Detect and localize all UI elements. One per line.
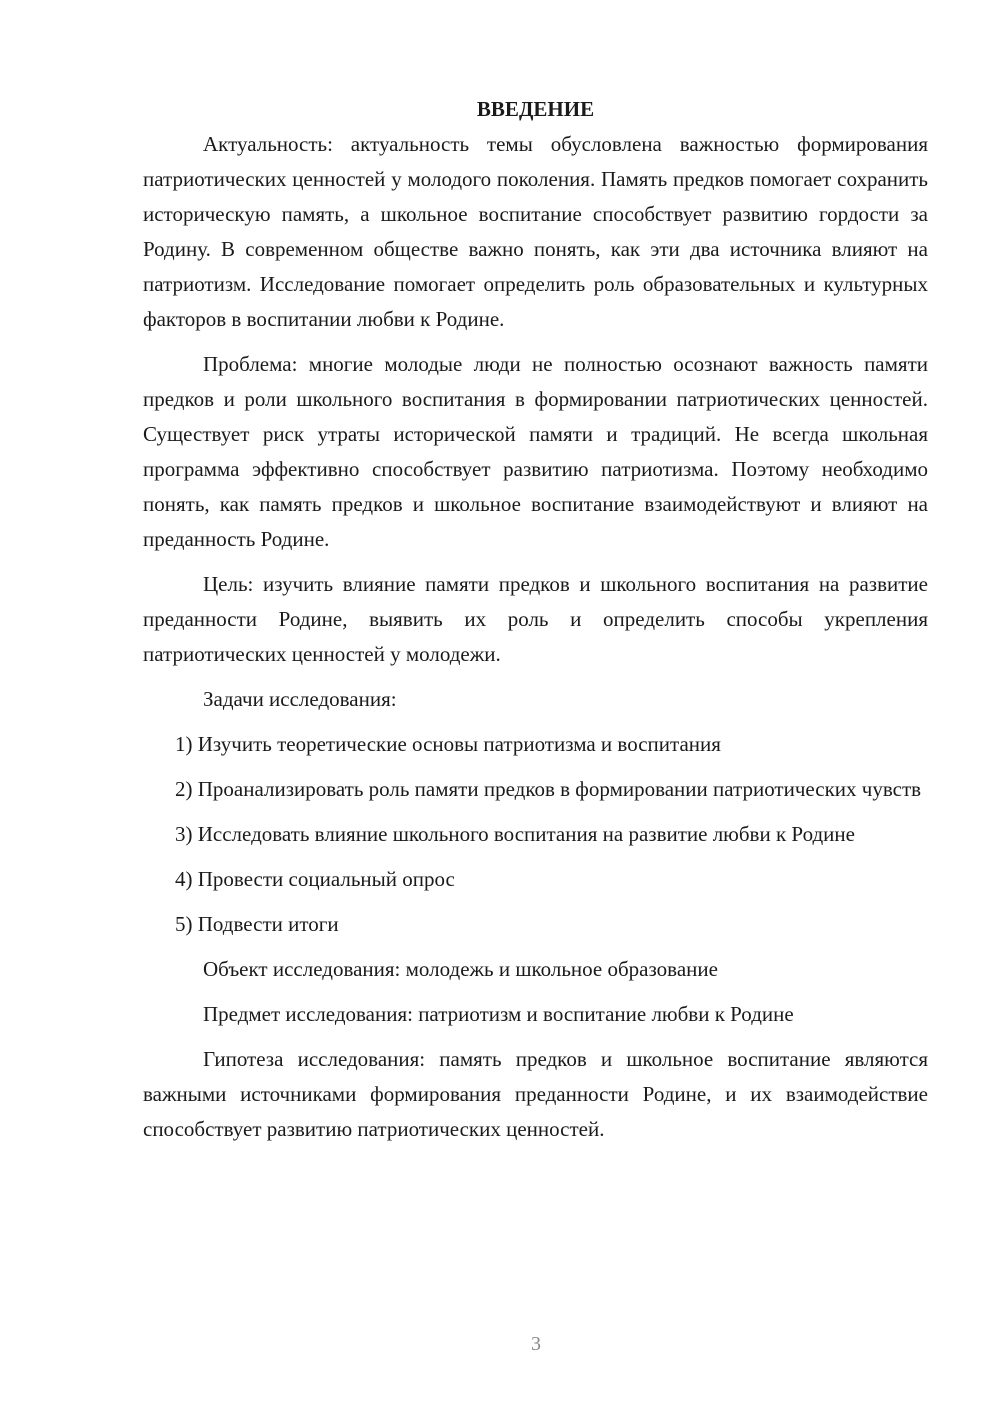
task-item: 1) Изучить теоретические основы патриотизма и воспитания [175, 732, 721, 756]
paragraph-problem: Проблема: многие молодые люди не полностью осознают важность памяти предков и роли школьного воспитания в формировании патриотических ценностей. Существует риск утраты исторической памяти и традиций. Не всегда школьная программа эффективно способствует развитию патриотизма. Поэтому необходимо понять, как память предков и школьное воспитание взаимодействуют и влияют на преданность Родине. [143, 352, 928, 551]
section-title: ВВЕДЕНИЕ [476, 97, 595, 121]
paragraph-goal: Цель: изучить влияние памяти предков и школьного воспитания на развитие преданности Родине, выявить их роль и определить способы укрепления патриотических ценностей у молодежи. [143, 572, 928, 666]
page-number: 3 [531, 1333, 541, 1355]
task-item: 4) Провести социальный опрос [175, 867, 455, 891]
document-page [143, 92, 928, 1157]
paragraph-object: Объект исследования: молодежь и школьное образование [203, 957, 718, 981]
paragraph-hypothesis: Гипотеза исследования: память предков и школьное воспитание являются важными источниками формирования преданности Родине, и их взаимодействие способствует развитию патриотических ценностей. [143, 1047, 928, 1141]
task-item: 3) Исследовать влияние школьного воспитания на развитие любви к Родине [175, 822, 855, 846]
paragraph-relevance: Актуальность: актуальность темы обусловлена важностью формирования патриотических ценностей у молодого поколения. Память предков помогает сохранить историческую память, а школьное воспитание способствует развитию гордости за Родину. В современном обществе важно понять, как эти два источника влияют на патриотизм. Исследование помогает определить роль образовательных и культурных факторов в воспитании любви к Родине. [143, 132, 928, 331]
paragraph-subject: Предмет исследования: патриотизм и воспитание любви к Родине [203, 1002, 794, 1026]
task-item: 2) Проанализировать роль памяти предков в формировании патриотических чувств [175, 777, 922, 801]
task-item: 5) Подвести итоги [175, 912, 339, 936]
tasks-heading: Задачи исследования: [203, 687, 397, 711]
